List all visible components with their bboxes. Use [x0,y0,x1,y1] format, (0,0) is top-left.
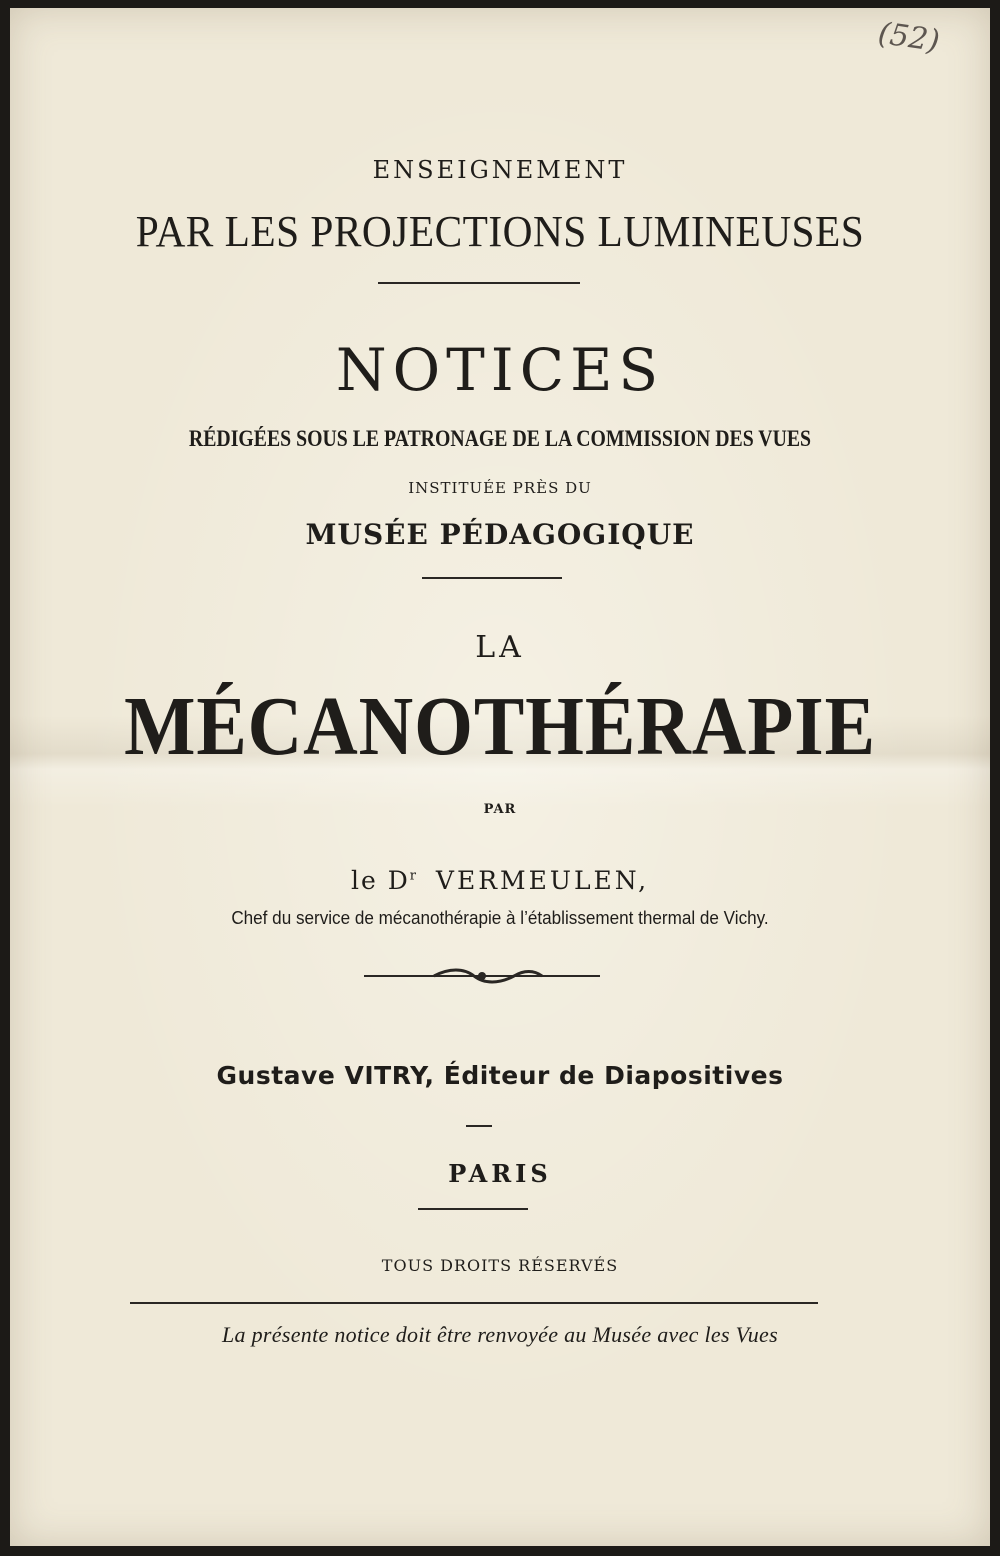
author-role: Chef du service de mécanothérapie à l’établissement thermal de Vichy. [231,908,769,928]
document-title: MÉCANOTHÉRAPIE [124,680,876,773]
handwritten-mark: (52) [876,15,943,60]
divider-1 [378,282,580,284]
subtitle-instituted: INSTITUÉE PRÈS DU [408,479,592,497]
rights-notice: TOUS DROITS RÉSERVÉS [381,1256,619,1275]
author-name: VERMEULEN, [435,866,650,895]
document-page [10,8,990,1546]
divider-2 [422,577,562,579]
footer-note: La présente notice doit être renvoyée au Musée avec les Vues [222,1322,778,1347]
by-label: PAR [483,802,517,817]
divider-4 [418,1208,528,1210]
museum-name: MUSÉE PÉDAGOGIQUE [305,518,695,551]
footer-rule [130,1302,818,1304]
city: PARIS [448,1159,552,1188]
divider-3 [466,1125,492,1127]
author-prefix-sup: r [409,868,418,884]
series-title: PAR LES PROJECTIONS LUMINEUSES [135,207,865,256]
title-article: LA [475,630,525,665]
subtitle-patronage: RÉDIGÉES SOUS LE PATRONAGE DE LA COMMISSION DES VUES [188,426,812,451]
series-label: ENSEIGNEMENT [372,156,628,184]
publisher: Gustave VITRY, Éditeur de Diapositives [216,1061,784,1090]
notices-heading: NOTICES [335,336,665,404]
author-line [10,866,990,895]
author-prefix: le D [350,866,410,895]
ornament-divider [364,966,600,986]
